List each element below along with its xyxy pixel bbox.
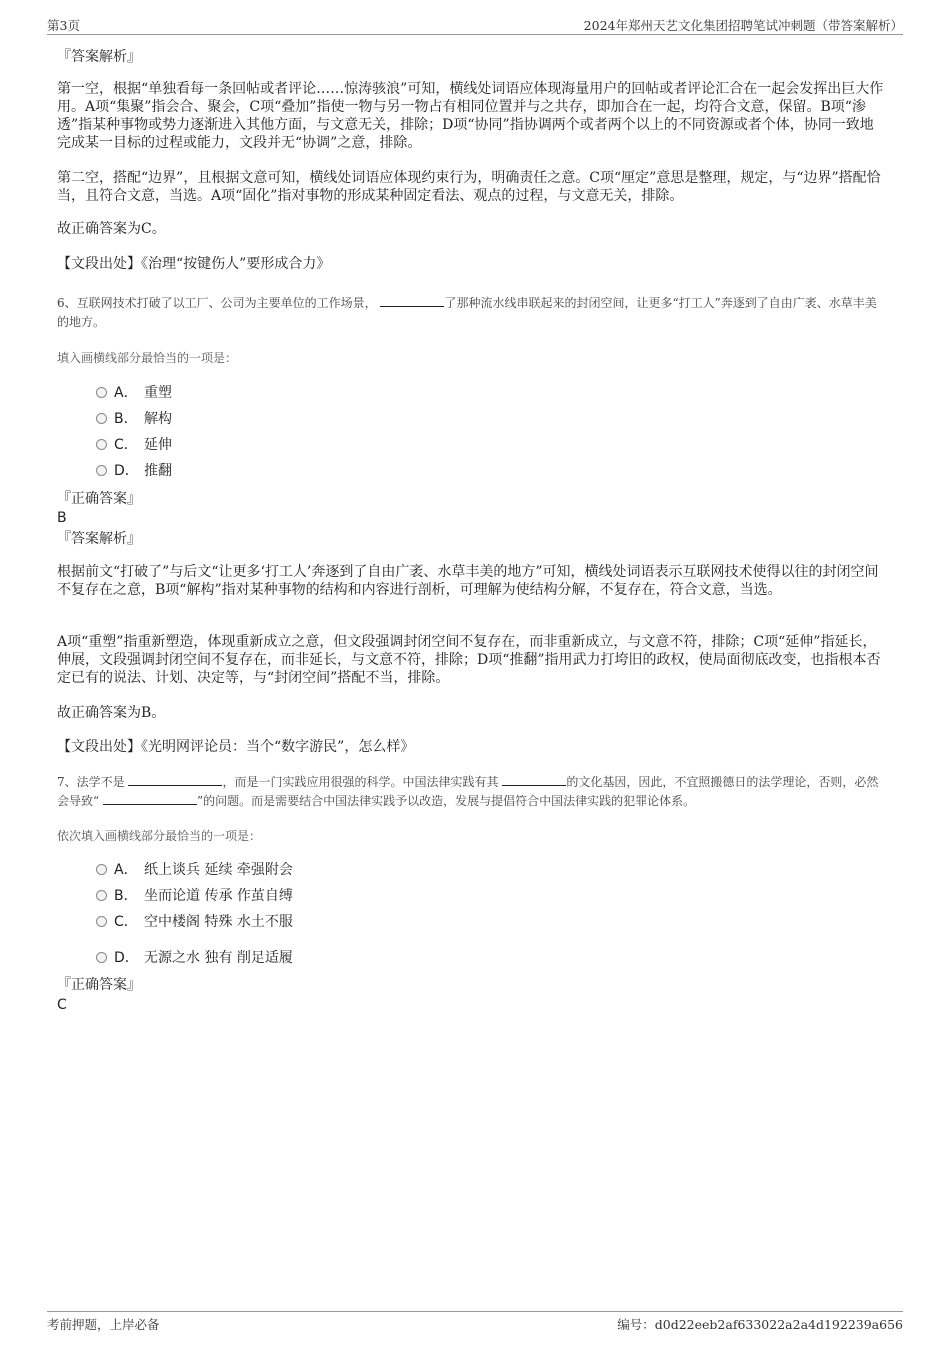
radio-icon[interactable] (96, 439, 107, 450)
correct-answer: B (57, 510, 67, 526)
option-c[interactable]: C． 空中楼阁 特殊 水土不服 (96, 913, 293, 931)
radio-icon[interactable] (96, 465, 107, 476)
source-citation: 【文段出处】《治理“按键伤人”要形成合力》 (57, 256, 331, 272)
radio-icon[interactable] (96, 413, 107, 424)
radio-icon[interactable] (96, 952, 107, 963)
radio-icon[interactable] (96, 890, 107, 901)
page-header (47, 14, 903, 35)
option-d[interactable]: D． 无源之水 独有 削足适履 (96, 949, 293, 967)
analysis-paragraph-2: A项“重塑”指重新塑造，体现重新成立之意，但文段强调封闭空间不复存在，而非重新成立，与文意不符，排除；C项“延伸”指延长，伸展，文段强调封闭空间不复存在，而非延长，与文意不符，排除；D项“推翻”指用武力打垮旧的政权，使局面彻底改变，也指根本否定已有的说法、计划、决定等，与“封闭空间”搭配不当，排除。 (57, 634, 881, 686)
analysis-label: 『答案解析』 (57, 531, 141, 547)
option-b[interactable]: B． 坐而论道 传承 作茧自缚 (96, 887, 293, 905)
correct-answer: C (57, 997, 67, 1013)
question-prompt: 填入画横线部分最恰当的一项是： (57, 351, 238, 365)
fill-blank (103, 792, 197, 805)
option-a[interactable]: A． 重塑 (96, 384, 172, 402)
option-a[interactable]: A． 纸上谈兵 延续 牵强附会 (96, 861, 293, 879)
fill-blank (380, 294, 444, 307)
analysis-conclusion: 故正确答案为B。 (57, 705, 166, 721)
page-footer (47, 1311, 903, 1338)
document-title: 2024年郑州天艺文化集团招聘笔试冲刺题（带答案解析） (583, 18, 903, 33)
question-6-stem: 6、互联网技术打破了以工厂、公司为主要单位的工作场景， 了那种流水线串联起来的封闭空间，让更多“打工人”奔逐到了自由广袤、水草丰美的地方。 (57, 296, 877, 329)
footer-slogan: 考前押题，上岸必备 (47, 1317, 160, 1332)
question-prompt: 依次填入画横线部分最恰当的一项是： (57, 829, 262, 843)
option-d[interactable]: D． 推翻 (96, 462, 172, 480)
fill-blank (502, 773, 566, 786)
page-number: 第3页 (47, 18, 80, 33)
analysis-conclusion: 故正确答案为C。 (57, 221, 166, 237)
question-number: 6、 (57, 296, 77, 310)
document-id: 编号：d0d22eeb2af633022a2a4d192239a656 (617, 1317, 903, 1332)
analysis-paragraph-1: 第一空，根据“单独看每一条回帖或者评论……惊涛骇浪”可知，横线处词语应体现海量用户的回帖或者评论汇合在一起会发挥出巨大作用。A项“集聚”指会合、聚会，C项“叠加”指使一物与另一物占有相同位置并与之共存，即加合在一起，均符合文意，保留。B项“渗透”指某种事物或势力逐渐进入其他方面，与文意无关，排除；D项“协同”指协调两个或者两个以上的不同资源或者个体，协同一致地完成某一目标的过程或能力，文段并无“协调”之意，排除。 (57, 81, 884, 151)
radio-icon[interactable] (96, 387, 107, 398)
question-number: 7、 (57, 775, 77, 789)
fill-blank (128, 773, 222, 786)
radio-icon[interactable] (96, 864, 107, 875)
correct-answer-label: 『正确答案』 (57, 977, 141, 993)
correct-answer-label: 『正确答案』 (57, 491, 141, 507)
source-citation: 【文段出处】《光明网评论员：当个“数字游民”，怎么样》 (57, 739, 415, 755)
option-b[interactable]: B． 解构 (96, 410, 172, 428)
analysis-paragraph-2: 第二空，搭配“边界”，且根据文意可知，横线处词语应体现约束行为，明确责任之意。C项“厘定”意思是整理，规定，与“边界”搭配恰当，且符合文意，当选。A项“固化”指对事物的形成某种固定看法、观点的过程，与文意无关，排除。 (57, 170, 881, 204)
analysis-paragraph-1: 根据前文“打破了”与后文“让更多‘打工人’奔逐到了自由广袤、水草丰美的地方”可知，横线处词语表示互联网技术使得以往的封闭空间不复存在之意，B项“解构”指对某种事物的结构和内容进行剖析，可理解为使结构分解，不复存在，符合文意，当选。 (57, 564, 879, 598)
option-c[interactable]: C． 延伸 (96, 436, 172, 454)
radio-icon[interactable] (96, 916, 107, 927)
analysis-label: 『答案解析』 (57, 49, 141, 65)
question-7-stem: 7、法学不是 ，而是一门实践应用很强的科学。中国法律实践有其 的文化基因，因此，不宜照搬德日的法学理论，否则，必然会导致“ ”的问题。而是需要结合中国法律实践予以改造，发展与提倡符合中国法律实践的犯罪论体系。 (57, 775, 879, 808)
